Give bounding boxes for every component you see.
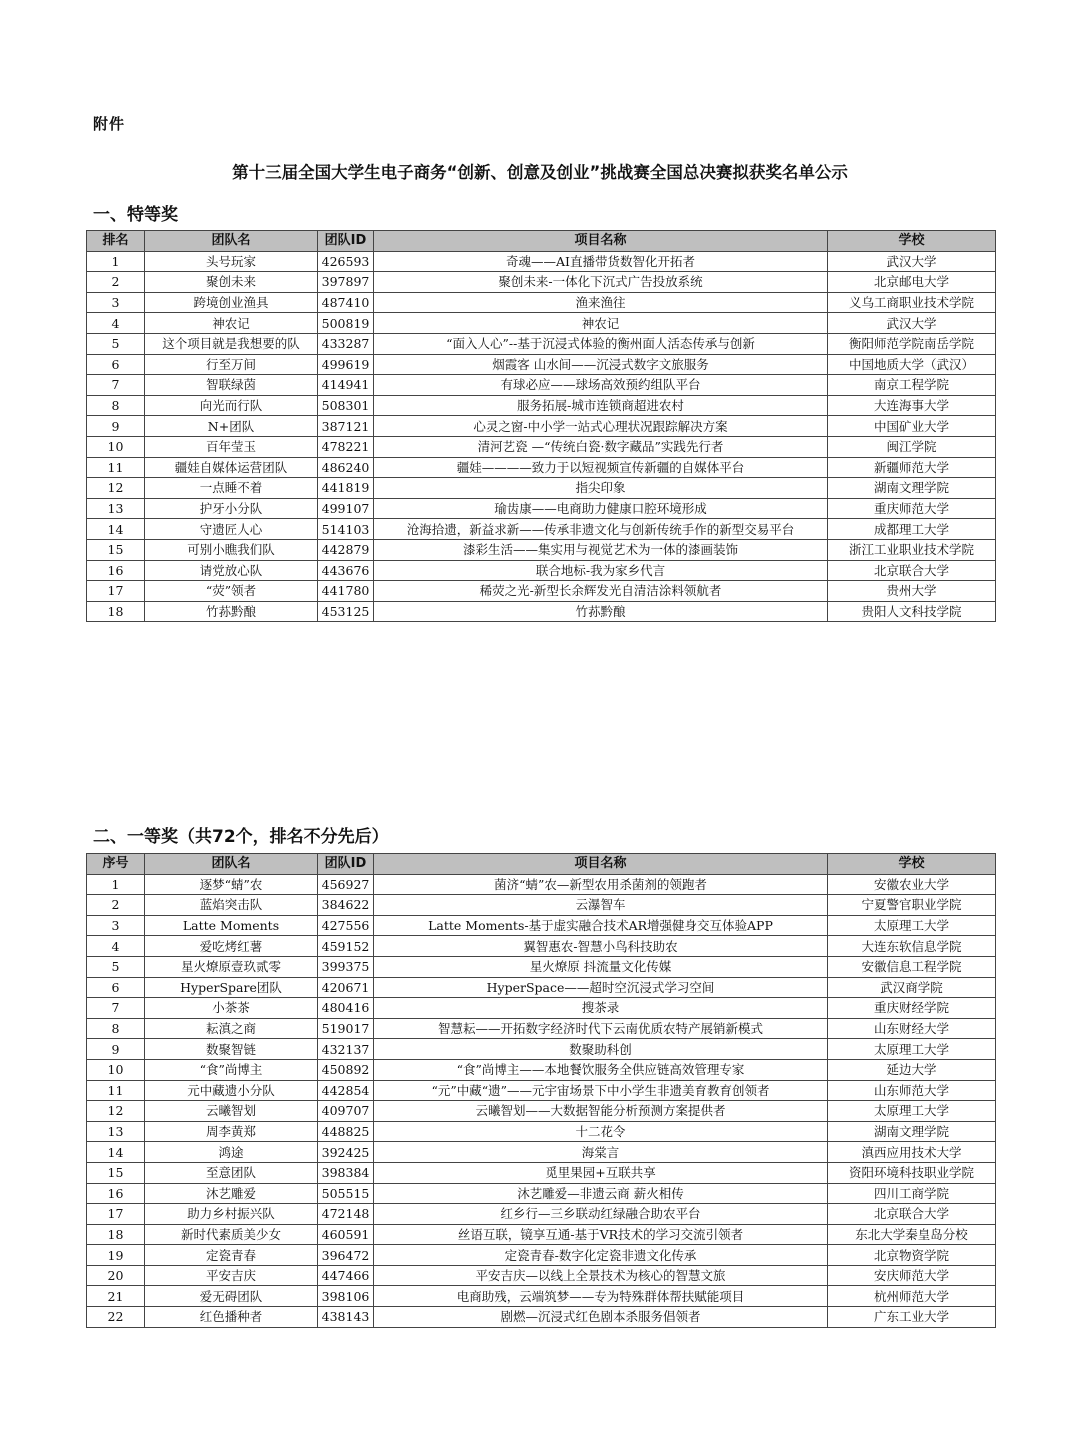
school-cell: 成都理工大学 bbox=[828, 519, 996, 540]
rank-cell: 2 bbox=[87, 895, 145, 916]
school-cell: 北京物资学院 bbox=[828, 1245, 996, 1266]
rank-cell: 11 bbox=[87, 457, 145, 478]
table-row bbox=[87, 1265, 996, 1286]
team-name-cell: “荧”领者 bbox=[145, 581, 318, 602]
project-name-header: 项目名称 bbox=[374, 854, 828, 875]
team-id-cell: 514103 bbox=[318, 519, 374, 540]
team-name-cell: 爱吃烤红薯 bbox=[145, 936, 318, 957]
rank-cell: 14 bbox=[87, 1142, 145, 1163]
project-name-cell: 菌济“蜻”农—新型农用杀菌剂的领跑者 bbox=[374, 874, 828, 895]
team-name-cell: 百年莹玉 bbox=[145, 436, 318, 457]
team-name-cell: 沐艺雕爱 bbox=[145, 1183, 318, 1204]
school-cell: 大连东软信息学院 bbox=[828, 936, 996, 957]
team-id-cell: 459152 bbox=[318, 936, 374, 957]
school-cell: 宁夏警官职业学院 bbox=[828, 895, 996, 916]
school-cell: 闽江学院 bbox=[828, 436, 996, 457]
team-name-cell: 请党放心队 bbox=[145, 560, 318, 581]
rank-cell: 18 bbox=[87, 601, 145, 622]
school-cell: 太原理工大学 bbox=[828, 1039, 996, 1060]
school-cell: 重庆师范大学 bbox=[828, 498, 996, 519]
project-name-cell: “食”尚博主——本地餐饮服务全供应链高效管理专家 bbox=[374, 1059, 828, 1080]
team-name-cell: 红色播种者 bbox=[145, 1307, 318, 1328]
school-cell: 杭州师范大学 bbox=[828, 1286, 996, 1307]
school-cell: 新疆师范大学 bbox=[828, 457, 996, 478]
school-cell: 山东财经大学 bbox=[828, 1018, 996, 1039]
school-cell: 中国地质大学（武汉） bbox=[828, 354, 996, 375]
table-row bbox=[87, 1162, 996, 1183]
team-id-cell: 441819 bbox=[318, 478, 374, 499]
team-name-header: 团队名 bbox=[145, 231, 318, 252]
attachment-label: 附件 bbox=[93, 115, 126, 133]
team-id-cell: 480416 bbox=[318, 998, 374, 1019]
team-id-cell: 500819 bbox=[318, 313, 374, 334]
school-cell: 北京邮电大学 bbox=[828, 272, 996, 293]
rank-cell: 19 bbox=[87, 1245, 145, 1266]
project-name-cell: 电商助残，云端筑梦——专为特殊群体帮扶赋能项目 bbox=[374, 1286, 828, 1307]
team-id-cell: 398106 bbox=[318, 1286, 374, 1307]
school-cell: 大连海事大学 bbox=[828, 395, 996, 416]
school-cell: 太原理工大学 bbox=[828, 915, 996, 936]
team-name-cell: 聚创未来 bbox=[145, 272, 318, 293]
team-name-cell: 行至万间 bbox=[145, 354, 318, 375]
rank-cell: 10 bbox=[87, 1059, 145, 1080]
rank-cell: 2 bbox=[87, 272, 145, 293]
project-name-cell: 疆娃————致力于以短视频宣传新疆的自媒体平台 bbox=[374, 457, 828, 478]
table-row bbox=[87, 313, 996, 334]
school-cell: 中国矿业大学 bbox=[828, 416, 996, 437]
team-name-cell: 数聚智链 bbox=[145, 1039, 318, 1060]
project-name-cell: 丝语互联，镜享互通-基于VR技术的学习交流引领者 bbox=[374, 1224, 828, 1245]
table-row bbox=[87, 1245, 996, 1266]
rank-cell: 18 bbox=[87, 1224, 145, 1245]
school-cell: 湖南文理学院 bbox=[828, 1121, 996, 1142]
team-id-cell: 442854 bbox=[318, 1080, 374, 1101]
project-name-cell: 红乡行—三乡联动红绿融合助农平台 bbox=[374, 1204, 828, 1225]
rank-cell: 15 bbox=[87, 539, 145, 560]
team-name-cell: 助力乡村振兴队 bbox=[145, 1204, 318, 1225]
team-name-cell: 跨境创业渔具 bbox=[145, 292, 318, 313]
team-name-cell: Latte Moments bbox=[145, 915, 318, 936]
project-name-cell: 联合地标-我为家乡代言 bbox=[374, 560, 828, 581]
project-name-cell: 沧海拾遗，新益求新——传承非遗文化与创新传统手作的新型交易平台 bbox=[374, 519, 828, 540]
project-name-cell: 海棠言 bbox=[374, 1142, 828, 1163]
team-id-cell: 397897 bbox=[318, 272, 374, 293]
rank-cell: 16 bbox=[87, 560, 145, 581]
table-row bbox=[87, 560, 996, 581]
table-row bbox=[87, 998, 996, 1019]
school-cell: 太原理工大学 bbox=[828, 1101, 996, 1122]
team-id-cell: 427556 bbox=[318, 915, 374, 936]
team-id-cell: 487410 bbox=[318, 292, 374, 313]
school-cell: 衡阳师范学院南岳学院 bbox=[828, 333, 996, 354]
table-row bbox=[87, 956, 996, 977]
table-row bbox=[87, 601, 996, 622]
table-row bbox=[87, 977, 996, 998]
project-name-cell: Latte Moments-基于虚实融合技术AR增强健身交互体验APP bbox=[374, 915, 828, 936]
rank-cell: 17 bbox=[87, 581, 145, 602]
rank-cell: 5 bbox=[87, 333, 145, 354]
project-name-cell: 星火燎原 抖流量文化传媒 bbox=[374, 956, 828, 977]
rank-cell: 16 bbox=[87, 1183, 145, 1204]
school-header: 学校 bbox=[828, 854, 996, 875]
team-name-cell: 头号玩家 bbox=[145, 251, 318, 272]
rank-cell: 3 bbox=[87, 915, 145, 936]
team-id-header: 团队ID bbox=[318, 854, 374, 875]
school-cell: 广东工业大学 bbox=[828, 1307, 996, 1328]
section-heading-first-prize: 二、一等奖（共72个，排名不分先后） bbox=[93, 827, 389, 847]
project-name-header: 项目名称 bbox=[374, 231, 828, 252]
rank-cell: 1 bbox=[87, 874, 145, 895]
rank-cell: 12 bbox=[87, 1101, 145, 1122]
table-row bbox=[87, 1286, 996, 1307]
team-id-cell: 420671 bbox=[318, 977, 374, 998]
team-id-cell: 505515 bbox=[318, 1183, 374, 1204]
school-cell: 延边大学 bbox=[828, 1059, 996, 1080]
team-name-cell: 逐梦“蜻”农 bbox=[145, 874, 318, 895]
team-name-cell: 一点睡不着 bbox=[145, 478, 318, 499]
project-name-cell: 沐艺雕爱—非遗云商 薪火相传 bbox=[374, 1183, 828, 1204]
team-id-header: 团队ID bbox=[318, 231, 374, 252]
school-cell: 山东师范大学 bbox=[828, 1080, 996, 1101]
school-cell: 贵州大学 bbox=[828, 581, 996, 602]
team-name-cell: 爱无碍团队 bbox=[145, 1286, 318, 1307]
project-name-cell: 平安吉庆—以线上全景技术为核心的智慧文旅 bbox=[374, 1265, 828, 1286]
school-cell: 重庆财经学院 bbox=[828, 998, 996, 1019]
team-name-cell: 蓝焰突击队 bbox=[145, 895, 318, 916]
table-row bbox=[87, 874, 996, 895]
team-id-cell: 448825 bbox=[318, 1121, 374, 1142]
project-name-cell: 稀荧之光-新型长余辉发光自清洁涂料领航者 bbox=[374, 581, 828, 602]
project-name-cell: 渔来渔往 bbox=[374, 292, 828, 313]
team-name-cell: 平安吉庆 bbox=[145, 1265, 318, 1286]
team-id-cell: 438143 bbox=[318, 1307, 374, 1328]
table-row bbox=[87, 478, 996, 499]
team-id-cell: 472148 bbox=[318, 1204, 374, 1225]
team-id-cell: 508301 bbox=[318, 395, 374, 416]
team-name-header: 团队名 bbox=[145, 854, 318, 875]
table-row bbox=[87, 457, 996, 478]
rank-cell: 8 bbox=[87, 395, 145, 416]
project-name-cell: 指尖印象 bbox=[374, 478, 828, 499]
table-header-row bbox=[87, 854, 996, 875]
school-cell: 贵阳人文科技学院 bbox=[828, 601, 996, 622]
table-row bbox=[87, 581, 996, 602]
rank-cell: 7 bbox=[87, 998, 145, 1019]
team-id-cell: 478221 bbox=[318, 436, 374, 457]
team-name-cell: 神农记 bbox=[145, 313, 318, 334]
rank-cell: 20 bbox=[87, 1265, 145, 1286]
team-id-cell: 450892 bbox=[318, 1059, 374, 1080]
special-prize-table bbox=[86, 230, 996, 622]
project-name-cell: 觅里果园+互联共享 bbox=[374, 1162, 828, 1183]
school-cell: 安庆师范大学 bbox=[828, 1265, 996, 1286]
table-row bbox=[87, 915, 996, 936]
rank-cell: 9 bbox=[87, 1039, 145, 1060]
project-name-cell: 智慧耘——开拓数字经济时代下云南优质农特产展销新模式 bbox=[374, 1018, 828, 1039]
table-row bbox=[87, 292, 996, 313]
team-name-cell: 守遗匠人心 bbox=[145, 519, 318, 540]
table-row bbox=[87, 1018, 996, 1039]
project-name-cell: 心灵之窗-中小学一站式心理状况跟踪解决方案 bbox=[374, 416, 828, 437]
team-id-cell: 456927 bbox=[318, 874, 374, 895]
rank-cell: 12 bbox=[87, 478, 145, 499]
team-id-cell: 387121 bbox=[318, 416, 374, 437]
project-name-cell: 聚创未来-一体化下沉式广告投放系统 bbox=[374, 272, 828, 293]
project-name-cell: 漆彩生活——集实用与视觉艺术为一体的漆画装饰 bbox=[374, 539, 828, 560]
project-name-cell: HyperSpace——超时空沉浸式学习空间 bbox=[374, 977, 828, 998]
team-id-cell: 396472 bbox=[318, 1245, 374, 1266]
project-name-cell: 搜茶录 bbox=[374, 998, 828, 1019]
table-row bbox=[87, 436, 996, 457]
table-row bbox=[87, 1142, 996, 1163]
table-row bbox=[87, 333, 996, 354]
rank-cell: 17 bbox=[87, 1204, 145, 1225]
table-row bbox=[87, 936, 996, 957]
project-name-cell: 十二花令 bbox=[374, 1121, 828, 1142]
rank-cell: 9 bbox=[87, 416, 145, 437]
project-name-cell: 奇魂——AI直播带货数智化开拓者 bbox=[374, 251, 828, 272]
project-name-cell: 有球必应——球场高效预约组队平台 bbox=[374, 375, 828, 396]
school-cell: 资阳环境科技职业学院 bbox=[828, 1162, 996, 1183]
team-name-cell: 云曦智划 bbox=[145, 1101, 318, 1122]
table-row bbox=[87, 416, 996, 437]
table-row bbox=[87, 1101, 996, 1122]
project-name-cell: 竹荪黔酿 bbox=[374, 601, 828, 622]
rank-cell: 3 bbox=[87, 292, 145, 313]
team-id-cell: 453125 bbox=[318, 601, 374, 622]
document-title: 第十三届全国大学生电子商务“创新、创意及创业”挑战赛全国总决赛拟获奖名单公示 bbox=[232, 163, 848, 182]
school-cell: 武汉大学 bbox=[828, 313, 996, 334]
table-row bbox=[87, 1059, 996, 1080]
team-name-cell: “食”尚博主 bbox=[145, 1059, 318, 1080]
team-name-cell: 星火燎原壹玖贰零 bbox=[145, 956, 318, 977]
school-cell: 安徽信息工程学院 bbox=[828, 956, 996, 977]
team-name-cell: 可别小瞧我们队 bbox=[145, 539, 318, 560]
rank-cell: 8 bbox=[87, 1018, 145, 1039]
table-row bbox=[87, 354, 996, 375]
school-cell: 四川工商学院 bbox=[828, 1183, 996, 1204]
school-cell: 武汉商学院 bbox=[828, 977, 996, 998]
team-name-cell: 小茶茶 bbox=[145, 998, 318, 1019]
table-row bbox=[87, 251, 996, 272]
team-name-cell: 疆娃自媒体运营团队 bbox=[145, 457, 318, 478]
project-name-cell: 清河艺瓷 —“传统白瓷·数字藏品”实践先行者 bbox=[374, 436, 828, 457]
team-name-cell: 元中藏遗小分队 bbox=[145, 1080, 318, 1101]
team-id-cell: 499619 bbox=[318, 354, 374, 375]
team-id-cell: 460591 bbox=[318, 1224, 374, 1245]
project-name-cell: 瑜齿康——电商助力健康口腔环境形成 bbox=[374, 498, 828, 519]
team-name-cell: 智联绿茵 bbox=[145, 375, 318, 396]
table-row bbox=[87, 1121, 996, 1142]
team-name-cell: 新时代素质美少女 bbox=[145, 1224, 318, 1245]
team-id-cell: 399375 bbox=[318, 956, 374, 977]
table-row bbox=[87, 498, 996, 519]
project-name-cell: 云曦智划——大数据智能分析预测方案提供者 bbox=[374, 1101, 828, 1122]
school-cell: 湖南文理学院 bbox=[828, 478, 996, 499]
school-cell: 义乌工商职业技术学院 bbox=[828, 292, 996, 313]
rank-cell: 6 bbox=[87, 354, 145, 375]
team-id-cell: 398384 bbox=[318, 1162, 374, 1183]
table-row bbox=[87, 375, 996, 396]
school-header: 学校 bbox=[828, 231, 996, 252]
team-id-cell: 442879 bbox=[318, 539, 374, 560]
school-cell: 北京联合大学 bbox=[828, 560, 996, 581]
table-row bbox=[87, 895, 996, 916]
team-id-cell: 519017 bbox=[318, 1018, 374, 1039]
project-name-cell: 定瓷青春-数字化定瓷非遗文化传承 bbox=[374, 1245, 828, 1266]
team-id-cell: 384622 bbox=[318, 895, 374, 916]
team-name-cell: 周李黄郑 bbox=[145, 1121, 318, 1142]
project-name-cell: 神农记 bbox=[374, 313, 828, 334]
table-row bbox=[87, 1080, 996, 1101]
team-name-cell: 至意团队 bbox=[145, 1162, 318, 1183]
team-id-cell: 409707 bbox=[318, 1101, 374, 1122]
school-cell: 安徽农业大学 bbox=[828, 874, 996, 895]
team-id-cell: 426593 bbox=[318, 251, 374, 272]
team-id-cell: 443676 bbox=[318, 560, 374, 581]
rank-cell: 15 bbox=[87, 1162, 145, 1183]
table-row bbox=[87, 1204, 996, 1225]
project-name-cell: 烟霞客 山水间——沉浸式数字文旅服务 bbox=[374, 354, 828, 375]
school-cell: 北京联合大学 bbox=[828, 1204, 996, 1225]
rank-cell: 11 bbox=[87, 1080, 145, 1101]
school-cell: 武汉大学 bbox=[828, 251, 996, 272]
rank-cell: 13 bbox=[87, 498, 145, 519]
project-name-cell: 数聚助科创 bbox=[374, 1039, 828, 1060]
team-name-cell: 鸿途 bbox=[145, 1142, 318, 1163]
rank-cell: 10 bbox=[87, 436, 145, 457]
rank-cell: 6 bbox=[87, 977, 145, 998]
team-name-cell: 这个项目就是我想要的队 bbox=[145, 333, 318, 354]
school-cell: 南京工程学院 bbox=[828, 375, 996, 396]
school-cell: 东北大学秦皇岛分校 bbox=[828, 1224, 996, 1245]
rank-cell: 7 bbox=[87, 375, 145, 396]
table-row bbox=[87, 519, 996, 540]
rank-cell: 21 bbox=[87, 1286, 145, 1307]
rank-cell: 5 bbox=[87, 956, 145, 977]
school-cell: 浙江工业职业技术学院 bbox=[828, 539, 996, 560]
team-id-cell: 486240 bbox=[318, 457, 374, 478]
team-name-cell: 耘滇之商 bbox=[145, 1018, 318, 1039]
team-id-cell: 392425 bbox=[318, 1142, 374, 1163]
project-name-cell: “面入人心”--基于沉浸式体验的衡州面人活态传承与创新 bbox=[374, 333, 828, 354]
table-row bbox=[87, 395, 996, 416]
table-row bbox=[87, 272, 996, 293]
rank-header: 序号 bbox=[87, 854, 145, 875]
team-name-cell: HyperSpare团队 bbox=[145, 977, 318, 998]
table-row bbox=[87, 1307, 996, 1328]
team-id-cell: 432137 bbox=[318, 1039, 374, 1060]
project-name-cell: 剧燃—沉浸式红色剧本杀服务倡领者 bbox=[374, 1307, 828, 1328]
rank-header: 排名 bbox=[87, 231, 145, 252]
table-row bbox=[87, 1039, 996, 1060]
team-name-cell: 定瓷青春 bbox=[145, 1245, 318, 1266]
team-id-cell: 441780 bbox=[318, 581, 374, 602]
project-name-cell: 云瀑智车 bbox=[374, 895, 828, 916]
project-name-cell: “元”中藏“遗”——元宇宙场景下中小学生非遗美育教育创领者 bbox=[374, 1080, 828, 1101]
team-name-cell: 竹荪黔酿 bbox=[145, 601, 318, 622]
rank-cell: 4 bbox=[87, 936, 145, 957]
rank-cell: 14 bbox=[87, 519, 145, 540]
first-prize-table bbox=[86, 853, 996, 1328]
section-heading-special-prize: 一、特等奖 bbox=[93, 205, 178, 225]
table-row bbox=[87, 1183, 996, 1204]
rank-cell: 13 bbox=[87, 1121, 145, 1142]
rank-cell: 1 bbox=[87, 251, 145, 272]
rank-cell: 22 bbox=[87, 1307, 145, 1328]
team-id-cell: 499107 bbox=[318, 498, 374, 519]
team-name-cell: 护牙小分队 bbox=[145, 498, 318, 519]
team-id-cell: 433287 bbox=[318, 333, 374, 354]
team-name-cell: N+团队 bbox=[145, 416, 318, 437]
project-name-cell: 服务拓展-城市连锁商超进农村 bbox=[374, 395, 828, 416]
team-id-cell: 447466 bbox=[318, 1265, 374, 1286]
table-header-row bbox=[87, 231, 996, 252]
table-row bbox=[87, 539, 996, 560]
table-row bbox=[87, 1224, 996, 1245]
school-cell: 滇西应用技术大学 bbox=[828, 1142, 996, 1163]
rank-cell: 4 bbox=[87, 313, 145, 334]
project-name-cell: 翼智惠农-智慧小鸟科技助农 bbox=[374, 936, 828, 957]
team-name-cell: 向光而行队 bbox=[145, 395, 318, 416]
team-id-cell: 414941 bbox=[318, 375, 374, 396]
